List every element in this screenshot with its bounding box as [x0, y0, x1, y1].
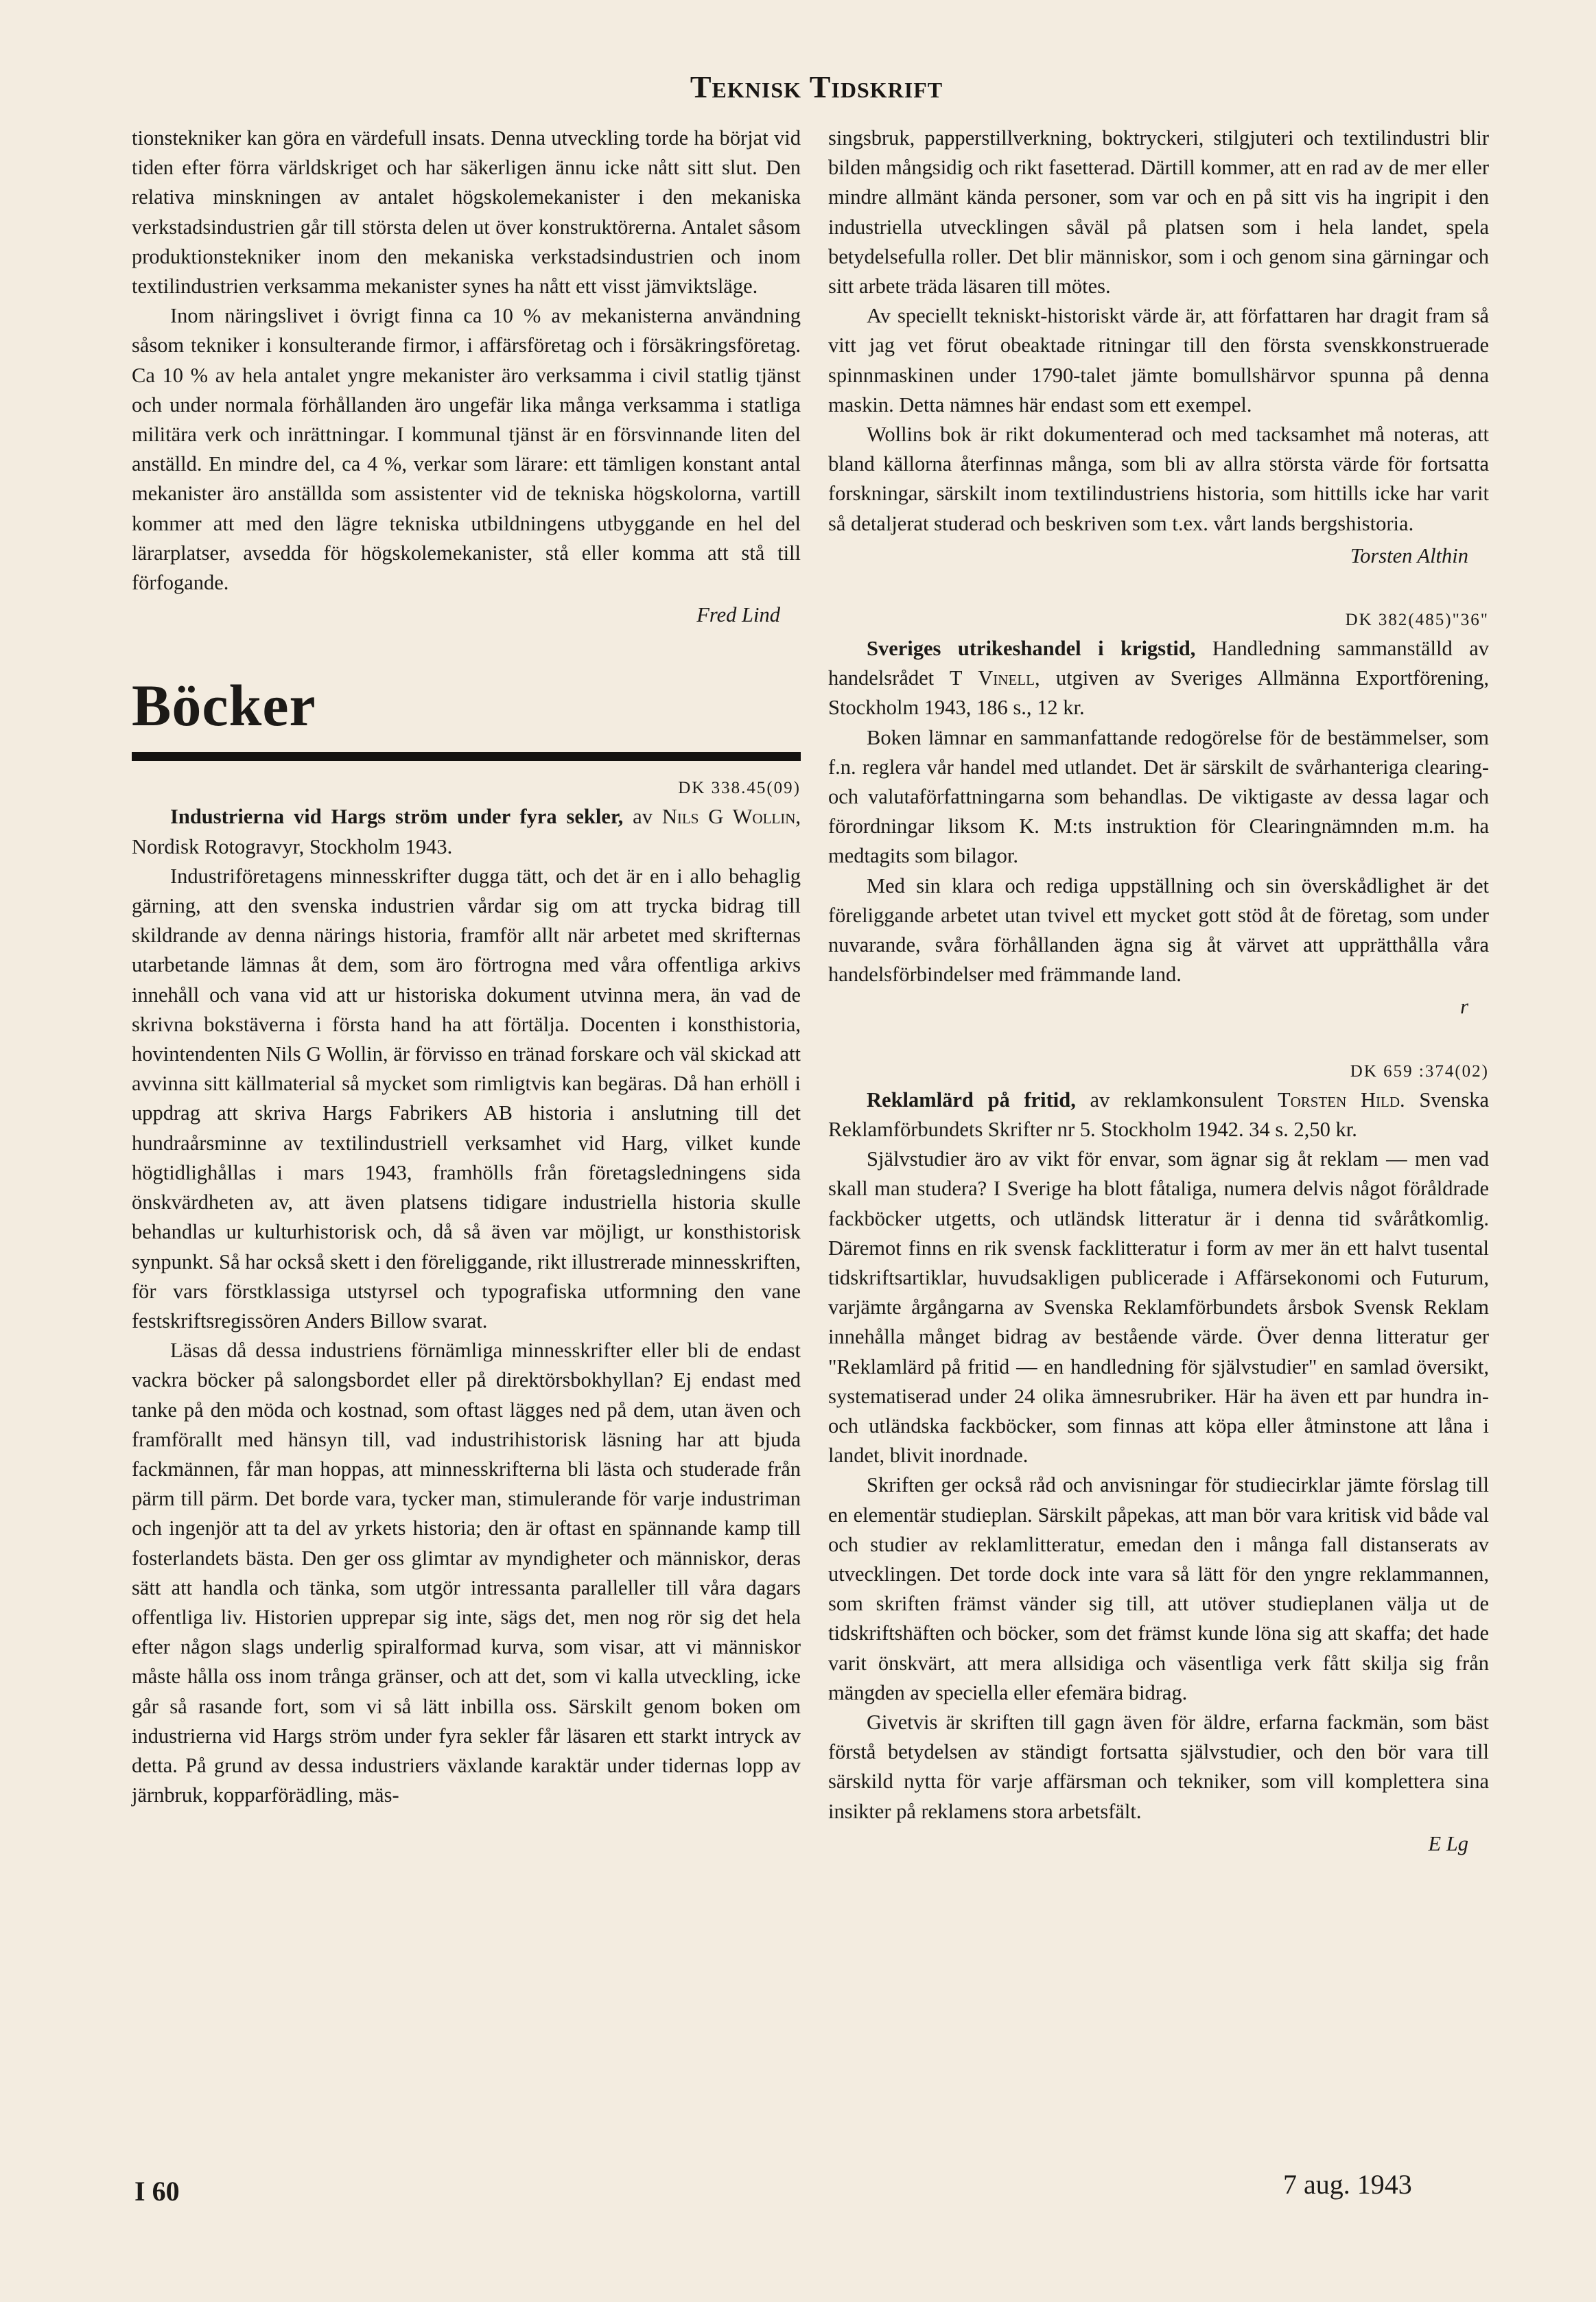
reviewer-signature: E Lg: [1428, 1831, 1468, 1855]
review-paragraph: Självstudier äro av vikt för envar, som ägnar sig åt reklam — men vad skall man studera? I Sverige ha blott fåtaliga, numera delvis något föråldrade fackböcker utgetts, och utländsk litteratur är i denna tid svåråtkomlig. Däremot finns en rik svensk facklitteratur i form av mer än ett halvt tusental tidskriftsartiklar, huvudsakligen publicerade i Affärsekonomi och Futurum, varjämte årgångarna av Svenska Reklamförbundets årsbok Svensk Reklam innehålla månget bidrag av bestående värde. Över denna litteratur ger "Reklamlärd på fritid — en handledning för självstudier" en samlad översikt, systematiserad under 24 olika ämnesrubriker. Här ha även ett par hundra in- och utländska fackböcker, som finnas att köpa eller åtminstone att låna i landet, blivit inordnade.: [828, 1147, 1489, 1468]
review-paragraph: Boken lämnar en sammanfattande redogörelse för de bestämmelser, som f.n. reglera vår handel med utlandet. Det är särskilt de svårhanteriga clearing- och valutaförfattningarna som behandlas. De viktigaste av dessa lagar och förordningar liksom K. M:ts instruktion för Clearingnämnden m.m. ha medtagits som bilagor.: [828, 725, 1489, 868]
book-description: , utgiven av Sveriges Allmänna Exportförening, Stockholm 1943, 186 s., 12 kr.: [828, 666, 1489, 720]
review-paragraph: Läsas då dessa industriens förnämliga minnesskrifter eller bli de endast vackra böcker på salongsbordet eller på direktörsbokhyllan? Ej endast med tanke på den möda och kostnad, som oftast lägges ned på dem, utan även och framförallt med hänsyn till, vad industrihistorisk läsning har att bjuda fackmännen, får man hoppas, att minnesskrifterna bli lästa och studerade från pärm till pärm. Det borde vara, tycker man, stimulerande för varje industriman och ingenjör att ta del av yrkets historia; den är oftast en spännande kamp till fosterlandets bästa. Den ger oss glimtar av myndigheter och människor, deras sätt att handla och tänka, som utgör intressanta paralleller till våra dagars offentliga liv. Historien upprepar sig inte, sägs det, men nog rör sig det hela efter någon slags underlig spiralformad kurva, som visar, att vi människor måste hålla oss inom trånga gränser, och att det, som vi kalla utveckling, icke går så rasande fort, som vi så lätt inbilla oss. Särskilt genom boken om industrierna vid Hargs ström under fyra sekler får läsaren ett starkt intryck av detta. På grund av dessa industriers växlande karaktär under tidernas lopp av järnbruk, kopparförädling, mäs-: [132, 1339, 801, 1807]
left-column: [132, 124, 801, 1810]
review-paragraph: Med sin klara och rediga uppställning och sin överskådlighet är det föreliggande arbetet utan tvivel ett mycket gott stöd åt de företag, som under nuvarande, svåra förhållanden ägna sig åt värvet att upprätthålla våra handelsförbindelser med främmande land.: [828, 873, 1489, 987]
review-paragraph: Av speciellt tekniskt-historiskt värde är, att författaren har dragit fram så vitt jag vet förut obeaktade ritningar till den första svenskkonstruerade spinnmaskinen under 1790-talet jämte bomullshärvor spunna på denna maskin. Detta nämnes här endast som ett exempel.: [828, 304, 1489, 416]
review-paragraph: Wollins bok är rikt dokumenterad och med tacksamhet må noteras, att bland källorna återfinnas många, som bli av allra största värde för fortsatta forskningar, särskilt inom textilindustriens historia, som hittills icke har varit så detaljerat studerad och beskriven som t.ex. vårt lands bergshistoria.: [828, 423, 1489, 535]
book-title: Reklamlärd på fritid,: [867, 1088, 1076, 1112]
review-heading: [132, 802, 801, 861]
review-heading: [828, 634, 1489, 723]
book-author: Vinell: [978, 666, 1035, 690]
right-column: [828, 124, 1489, 1859]
reviewer-signature: r: [1460, 995, 1468, 1019]
dk-classification: DK 338.45(09): [678, 779, 801, 798]
book-title: Industrierna vid Hargs ström under fyra sekler,: [170, 805, 624, 829]
section-divider: [132, 752, 801, 761]
issue-date: 7 aug. 1943: [1283, 2169, 1412, 2200]
review-heading: [828, 1085, 1489, 1144]
journal-header: Teknisk Tidskrift: [690, 69, 943, 104]
book-description: av reklamkonsulent: [1075, 1088, 1278, 1112]
book-author: Torsten Hild: [1278, 1088, 1400, 1112]
book-author: Nils G Wollin: [661, 805, 796, 829]
page-number: I 60: [134, 2176, 180, 2207]
article-paragraph: Inom näringslivet i övrigt finna ca 10 % av mekanisterna användning såsom tekniker i konsulterande firmor, i affärsföretag och i försäkringsföretag. Ca 10 % av hela antalet yngre mekanister äro verksamma i civil statlig tjänst och under normala förhållanden äro ungefär lika många verksamma i statliga militära verk och inrättningar. I kommunal tjänst är en försvinnande liten del anställd. En mindre del, ca 4 %, verkar som lärare: ett tämligen konstant antal mekanister äro anställda som assistenter vid de tekniska högskolorna, vartill kommer att med den lägre tekniska utbildningens utbyggande en hel del lärarplatser, avsedda för högskolemekanister, stå eller komma att stå till förfogande.: [132, 304, 801, 595]
article-paragraph: tionstekniker kan göra en värdefull insats. Denna utveckling torde ha börjat vid tiden efter förra världskriget och har säkerligen ännu icke nått sitt slut. Den relativa minskningen av antalet högskolemekanister i den mekaniska verkstadsindustrien går till största delen ut över konstruktörerna. Antalet såsom produktionstekniker inom den mekaniska verkstadsindustrien och inom textilindustrien verksamma mekanister synes ha nått ett visst jämviktsläge.: [132, 126, 801, 298]
book-description: . Svenska Reklamförbundets Skrifter nr 5. Stockholm 1942. 34 s. 2,50 kr.: [828, 1088, 1489, 1141]
book-publisher: , Nordisk Rotogravyr, Stockholm 1943.: [132, 805, 801, 858]
review-paragraph: Givetvis är skriften till gagn även för äldre, erfarna fackmän, som bäst förstå betydelsen av ständigt fortsatta självstudier, och den bör vara till särskild nytta för varje affärsman och tekniker, som vill komplettera sina insikter på reklamens stora arbetsfält.: [828, 1710, 1489, 1823]
book-title: Sveriges utrikeshandel i krigstid,: [867, 637, 1196, 661]
byline-prefix: av: [633, 805, 653, 829]
dk-classification: DK 659 :374(02): [1350, 1061, 1489, 1081]
reviewer-signature: Torsten Althin: [1350, 543, 1468, 567]
section-title: Böcker: [132, 672, 316, 739]
review-paragraph: singsbruk, papperstillverkning, boktryckeri, stilgjuteri och textilindustri blir bilden mångsidig och rikt fasetterad. Därtill kommer, att en rad av de mer eller mindre allmänt kända personer, som var och en på sitt vis ha ingripit i den industriella utvecklingen såväl på platsen som i hela landet, spela betydelsefulla roller. Det blir människor, som i och genom sina gärningar och sitt arbete träda läsaren till mötes.: [828, 126, 1489, 298]
review-paragraph: Industriföretagens minnesskrifter dugga tätt, och det är en i allo behaglig gärning, att den svenska industrien vårdar sig om att trycka bidrag till skildrande av denna närings historia, framför allt när arbetet med skrifternas utarbetande lämnas åt dem, som äro förtrogna med våra offentliga arkivs innehåll och vana vid att ur historiska dokument utvinna mera, än vad de skrivna bokstäverna i första hand ha att förtälja. Docenten i konsthistoria, hovintendenten Nils G Wollin, är förvisso en tränad forskare och väl skickad att avvinna sitt källmaterial så mycket som rimligtvis kan begäras. Då han erhöll i uppdrag att skriva Hargs Fabrikers AB historia i anslutning till det hundraårsminne av textilindustriell verksamhet vid Harg, vilket kunde högtidlighållas i mars 1943, framhölls från företagsledningens sida önskvärdheten av, att även platsens tidigare industriella historia skulle behandlas ur kulturhistorisk och, då så även var möjligt, ur konsthistorisk synpunkt. Så har också skett i den föreliggande, rikt illustrerade minnesskriften, för vars förstklassiga utstyrsel och typografiska utformning den vane festskriftsregissören Anders Billow svarat.: [132, 864, 801, 1332]
dk-classification: DK 382(485)"36": [1345, 611, 1489, 630]
book-description: Handledning sammanställd av handelsrådet T: [828, 637, 1490, 690]
review-paragraph: Skriften ger också råd och anvisningar för studiecirklar jämte förslag till en elementär studieplan. Särskilt påpekas, att man bör vara kritisk vid både val och studier av reklamlitteratur, emedan den i många fall distanserats av utvecklingen. Det torde dock inte vara så lätt för den yngre reklammannen, som skriften främst vänder sig till, att utöver studieplanen välja ut de tidskriftshäften och böcker, som det främst kunde löna sig att skaffa; det hade varit önskvärt, att mera allsidiga och väsentliga verk fått skilja sig från mängden av speciella eller efemära bidrag.: [828, 1473, 1489, 1704]
author-signature: Fred Lind: [696, 603, 780, 627]
